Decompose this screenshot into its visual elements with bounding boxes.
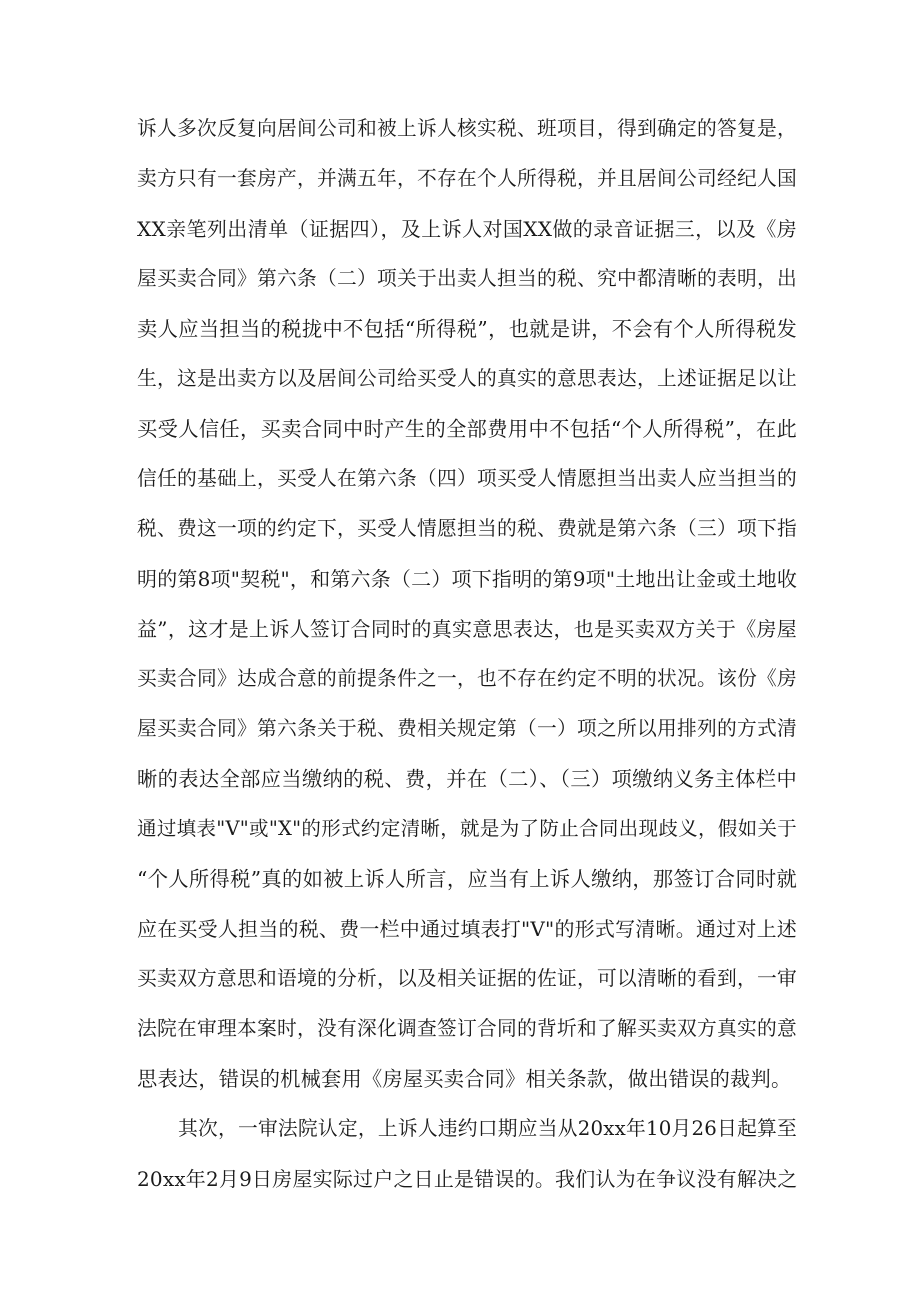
paragraph-line: 益”，这才是上诉人签订合同时的真实意思表达，也是买卖双方关于《房屋 xyxy=(137,617,797,641)
paragraph-line: 买受人信任，买卖合同中时产生的全部费用中不包括“个人所得税”，在此 xyxy=(137,417,797,441)
paragraph-line: 生，这是出卖方以及居间公司给买受人的真实的意思表达，上述证据足以让 xyxy=(137,367,797,390)
paragraph-line: 屋买卖合同》第六条（二）项关于出卖人担当的税、究中都清晰的表明，出 xyxy=(137,267,797,290)
paragraph-line: 通过填表"V"或"X"的形式约定清晰，就是为了防止合同出现歧义，假如关于 xyxy=(137,817,797,840)
paragraph-line: 法院在审理本案时，没有深化调查签订合同的背圻和了解买卖双方真实的意 xyxy=(137,1017,797,1040)
paragraph-line: 应在买受人担当的税、费一栏中通过填表打"V"的形式写清晰。通过对上述 xyxy=(137,917,797,941)
paragraph-line: 明的第8项"契税"，和第六条（二）项下指明的第9项"土地出让金或土地收 xyxy=(137,567,798,591)
paragraph-line: 买卖双方意思和语境的分析，以及相关证据的佐证，可以清晰的看到，一审 xyxy=(137,967,797,990)
paragraph-line: 卖人应当担当的税拢中不包括“所得税”，也就是讲，不会有个人所得税发 xyxy=(137,317,797,341)
paragraph-line: XX亲笔列出清单（证据四），及上诉人对国XX做的录音证据三，以及《房 xyxy=(137,217,797,241)
paragraph-line: 买卖合同》达成合意的前提条件之一，也不存在约定不明的状况。该份《房 xyxy=(137,667,797,690)
paragraph-line: 晰的表达全部应当缴纳的税、费，并在（二）、（三）项缴纳义务主体栏中 xyxy=(137,767,797,791)
paragraph-line: 思表达，错误的机械套用《房屋买卖合同》相关条款，做出错误的裁判。 xyxy=(137,1067,792,1091)
paragraph-line: 信任的基础上，买受人在第六条（四）项买受人情愿担当出卖人应当担当的 xyxy=(137,467,797,490)
paragraph-line: 20xx年2月9日房屋实际过户之日止是错误的。我们认为在争议没有解决之 xyxy=(137,1167,798,1191)
paragraph-line: “个人所得税”真的如被上诉人所言，应当有上诉人缴纳，那签订合同时就 xyxy=(137,867,797,891)
paragraph-line: 税、费这一项的约定下，买受人情愿担当的税、费就是第六条（三）项下指 xyxy=(137,517,797,540)
paragraph-line: 屋买卖合同》第六条关于税、费相关规定第（一）项之所以用排列的方式清 xyxy=(137,717,797,740)
paragraph-line: 卖方只有一套房产，并满五年，不存在个人所得税，并且居间公司经纪人国 xyxy=(137,167,797,190)
paragraph-line: 诉人多次反复向居间公司和被上诉人核实税、班项目，得到确定的答复是， xyxy=(137,117,797,140)
paragraph-line: 其次，一审法院认定，上诉人违约口期应当从20xx年10月26日起算至 xyxy=(178,1117,797,1140)
